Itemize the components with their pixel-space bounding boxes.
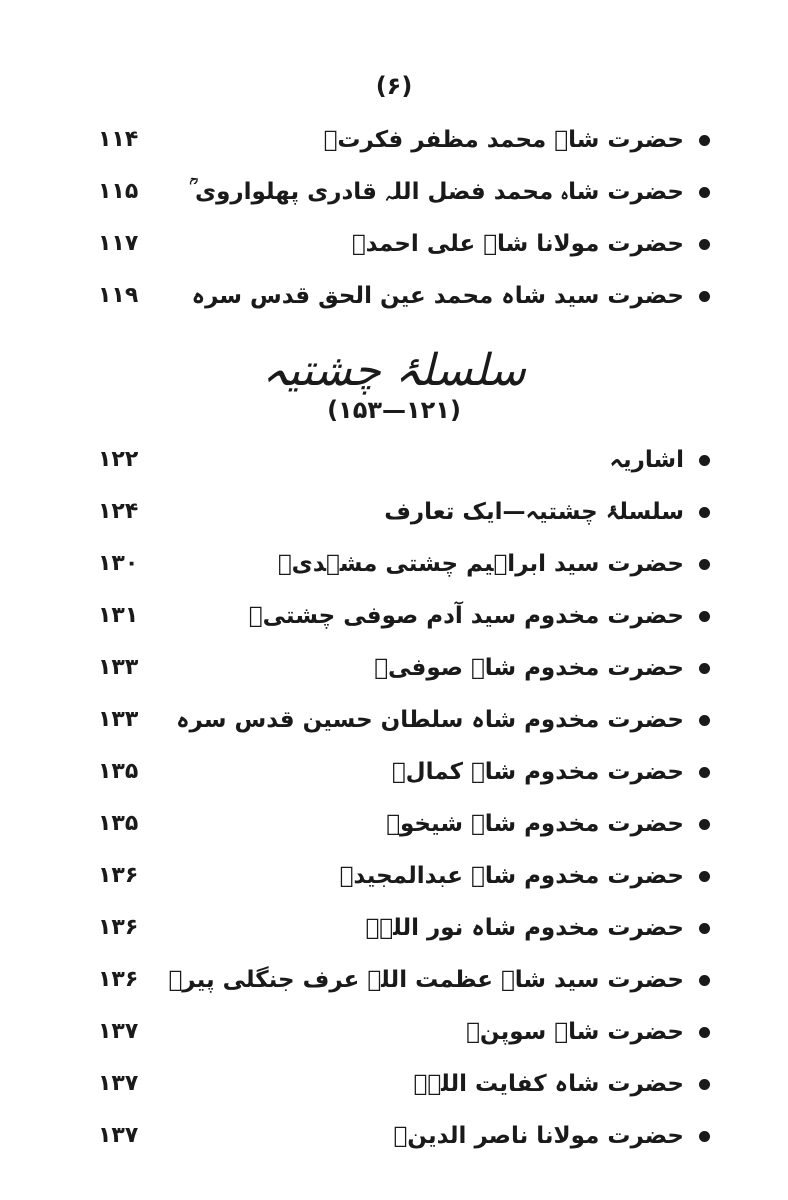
toc-entry-page: ۱۱۷ xyxy=(98,231,139,256)
bullet-icon xyxy=(699,507,710,518)
toc-entry-page: ۱۲۲ xyxy=(98,447,139,472)
toc-entry-title: سلسلۂ چشتیہ—ایک تعارف xyxy=(384,499,684,525)
toc-entry-page: ۱۳۷ xyxy=(98,1123,139,1148)
toc-entry[interactable] xyxy=(0,954,788,1006)
bullet-icon xyxy=(699,871,710,882)
section-page-range: (۱۲۱—۱۵۳) xyxy=(327,396,461,424)
toc-entry-page: ۱۱۹ xyxy=(98,283,139,308)
toc-entry[interactable] xyxy=(0,1058,788,1110)
bullet-icon xyxy=(699,187,710,198)
toc-entry-page: ۱۲۴ xyxy=(98,499,139,524)
toc-entry-page: ۱۳۶ xyxy=(98,863,139,888)
toc-entry-page: ۱۳۶ xyxy=(98,915,139,940)
toc-entry[interactable] xyxy=(0,1006,788,1058)
bullet-icon xyxy=(699,239,710,250)
toc-entry-title: حضرت مخدوم شاہ سلطان حسین قدس سرہ xyxy=(176,707,684,733)
toc-entry[interactable] xyxy=(0,590,788,642)
section-heading: سلسلۂ چشتیہ xyxy=(262,345,526,396)
toc-entry-title: حضرت شاہ سوپنؒ xyxy=(466,1019,684,1045)
bullet-icon xyxy=(699,1079,710,1090)
toc-entry-title: حضرت سید شاہ محمد عین الحق قدس سرہ xyxy=(191,283,684,309)
toc-entry-page: ۱۳۶ xyxy=(98,967,139,992)
toc-entry-title: حضرت مخدوم شاہ شیخوؒ xyxy=(386,811,684,837)
toc-entry-page: ۱۳۰ xyxy=(98,551,139,576)
bullet-icon xyxy=(699,1131,710,1142)
toc-entry-title: حضرت مخدوم سید آدم صوفی چشتیؒ xyxy=(248,603,684,629)
toc-entry[interactable] xyxy=(0,434,788,486)
bullet-icon xyxy=(699,819,710,830)
toc-entry-title: اشاریہ xyxy=(609,447,684,473)
bullet-icon xyxy=(699,135,710,146)
bullet-icon xyxy=(699,923,710,934)
toc-entry[interactable] xyxy=(0,218,788,270)
toc-entry[interactable] xyxy=(0,270,788,322)
toc-entry[interactable] xyxy=(0,798,788,850)
bullet-icon xyxy=(699,611,710,622)
toc-entry[interactable] xyxy=(0,850,788,902)
toc-entry-page: ۱۳۳ xyxy=(98,707,139,732)
toc-entry-page: ۱۳۳ xyxy=(98,655,139,680)
toc-entry[interactable] xyxy=(0,1110,788,1162)
toc-entry-title: حضرت مولانا شاہ علی احمدؒ xyxy=(351,231,684,257)
toc-entry-page: ۱۳۷ xyxy=(98,1071,139,1096)
toc-entry-title: حضرت مخدوم شاہ نور اللہؒ xyxy=(365,915,684,941)
toc-entry-page: ۱۳۱ xyxy=(98,603,139,628)
bullet-icon xyxy=(699,715,710,726)
toc-list-group-2 xyxy=(0,434,788,1162)
toc-entry-title: حضرت سید شاہ عظمت اللہ عرف جنگلی پیرؒ xyxy=(168,967,684,993)
bullet-icon xyxy=(699,455,710,466)
toc-entry-title: حضرت سید ابراہیم چشتی مشہدیؒ xyxy=(277,551,684,577)
toc-entry[interactable] xyxy=(0,642,788,694)
bullet-icon xyxy=(699,291,710,302)
toc-entry[interactable] xyxy=(0,486,788,538)
toc-entry-title: حضرت مولانا ناصر الدینؒ xyxy=(393,1123,684,1149)
toc-entry-title: حضرت شاہ کفایت اللہؒ xyxy=(413,1071,684,1097)
toc-entry-title: حضرت مخدوم شاہ عبدالمجیدؒ xyxy=(339,863,684,889)
toc-entry-page: ۱۱۴ xyxy=(98,127,139,152)
toc-entry-page: ۱۱۵ xyxy=(98,179,139,204)
toc-entry-title: حضرت شاہ محمد فضل اللہ قادری پھلواروی ؒ xyxy=(189,179,684,205)
toc-entry[interactable] xyxy=(0,114,788,166)
bullet-icon xyxy=(699,975,710,986)
toc-entry[interactable] xyxy=(0,746,788,798)
bullet-icon xyxy=(699,767,710,778)
toc-entry[interactable] xyxy=(0,166,788,218)
toc-entry-page: ۱۳۵ xyxy=(98,759,139,784)
toc-entry-title: حضرت مخدوم شاہ کمالؒ xyxy=(391,759,684,785)
bullet-icon xyxy=(699,663,710,674)
toc-entry[interactable] xyxy=(0,694,788,746)
toc-entry-title: حضرت مخدوم شاہ صوفیؒ xyxy=(374,655,684,681)
toc-entry-title: حضرت شاہ محمد مظفر فکرتؒ xyxy=(323,127,684,153)
bullet-icon xyxy=(699,1027,710,1038)
page-number: (۶) xyxy=(375,72,413,100)
toc-entry[interactable] xyxy=(0,538,788,590)
bullet-icon xyxy=(699,559,710,570)
toc-entry[interactable] xyxy=(0,902,788,954)
toc-entry-page: ۱۳۷ xyxy=(98,1019,139,1044)
toc-entry-page: ۱۳۵ xyxy=(98,811,139,836)
toc-list-group-1 xyxy=(0,114,788,322)
